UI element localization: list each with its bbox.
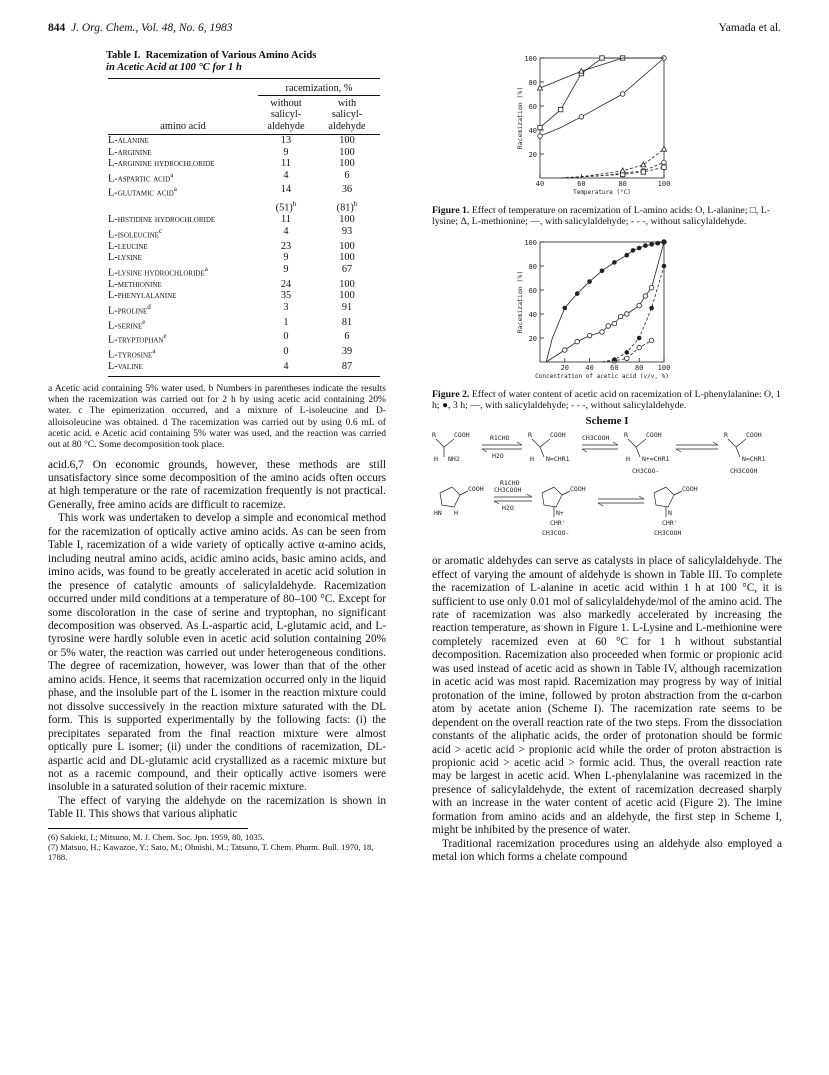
with-cell: 36 — [341, 184, 353, 196]
without-cell: 1 — [283, 316, 289, 328]
with-cell: 100 — [339, 214, 355, 226]
left-body — [48, 459, 386, 822]
data-point — [620, 168, 625, 173]
data-point — [606, 323, 611, 328]
data-point — [637, 303, 642, 308]
svg-text:HN: HN — [434, 509, 442, 518]
without-cell: 35 — [280, 290, 292, 302]
data-point — [558, 107, 562, 111]
scheme-structure-proline — [434, 485, 484, 517]
data-point — [662, 263, 667, 268]
left-column — [48, 50, 386, 862]
data-point — [600, 56, 604, 60]
data-point — [625, 252, 630, 257]
with-cell: 6 — [344, 331, 350, 343]
table-row — [108, 361, 380, 373]
with-cell: 100 — [339, 278, 355, 290]
amino-acid-cell: L-valine — [108, 361, 143, 373]
without-cell: $(51)^b$ — [275, 200, 297, 214]
table-row — [108, 158, 380, 170]
data-point — [662, 160, 667, 165]
table-row — [108, 214, 380, 226]
data-point — [600, 268, 605, 273]
reference: (6) Sakieki, I.; Mitsuno, M. J. Chem. Soc. Jpn. 1959, 80, 1035. — [48, 831, 265, 842]
with-cell: $(81)^b$ — [336, 200, 358, 214]
data-point — [625, 356, 630, 361]
amino-acid-cell: L-lysine — [108, 252, 142, 264]
series-line — [546, 242, 664, 362]
amino-acid-cell: L-serine$^e$ — [108, 317, 146, 331]
x-tick-label: 60 — [610, 363, 619, 372]
svg-text:COOH: COOH — [646, 431, 662, 440]
scheme-1-diagram — [432, 427, 782, 547]
svg-text:R: R — [432, 431, 436, 440]
with-cell: 100 — [339, 290, 355, 302]
table-row — [108, 279, 380, 291]
y-tick-label: 20 — [528, 334, 537, 343]
scheme-structure-proline-enamine — [654, 485, 698, 537]
data-point — [625, 350, 630, 355]
footnote-marker: e — [142, 317, 146, 326]
svg-text:NH2: NH2 — [448, 455, 460, 464]
plot-frame — [540, 58, 664, 178]
svg-text:H: H — [434, 455, 438, 464]
svg-text:N+: N+ — [556, 509, 564, 518]
figure-2 — [432, 234, 782, 412]
svg-text:N: N — [668, 509, 672, 518]
table1-footnote: a Acetic acid containing 5% water used. b Numbers in parentheses indicate the results when the racemization was carried out for 2 h by using acetic acid containing 20% water. c The epimerization occurred, and a mixture of L-isoleucine and D-alloisoleucine was obtained. d The racemization was carried out by using 0.6 mL of acetic acid. e Acetic acid containing 5% water was used, and the reaction was carried out at 80 °C. Some decomposition took place. — [48, 382, 386, 451]
svg-text:N=CHR1: N=CHR1 — [742, 455, 766, 464]
amino-acid-cell: L-leucine — [108, 240, 148, 252]
svg-text:H2O: H2O — [502, 504, 514, 513]
without-cell: 9 — [283, 263, 289, 275]
y-tick-label: 100 — [524, 238, 537, 247]
table-row — [108, 226, 380, 241]
paragraph: acid.6,7 On economic grounds, however, these methods are still unsatisfactory since some decomposition of the amino acids often occurs at high temperature or the rate of racemization frequently is not practical. Generally, free amino acids are difficult to racemize. — [48, 458, 386, 511]
table-row — [108, 317, 380, 332]
table-row — [108, 199, 380, 214]
data-point — [587, 333, 592, 338]
svg-text:N=CHR1: N=CHR1 — [546, 455, 570, 464]
scheme-structure-enamine — [724, 431, 766, 475]
svg-text:CHR': CHR' — [550, 519, 566, 528]
table-row — [108, 346, 380, 361]
series-line — [540, 58, 664, 136]
scheme-arrow-4 — [494, 479, 532, 512]
scheme-arrow-2 — [582, 434, 618, 452]
col-without-1: without — [270, 97, 302, 109]
plot-frame — [540, 242, 664, 362]
footnote-marker: a — [204, 264, 208, 273]
y-tick-label: 40 — [528, 310, 537, 319]
with-cell: 67 — [341, 263, 353, 275]
data-point — [637, 245, 642, 250]
without-cell: 4 — [283, 169, 289, 181]
amino-acid-cell: L-lysine hydrochloride$^a$ — [108, 264, 208, 279]
with-cell: 87 — [341, 361, 353, 373]
data-point — [587, 279, 592, 284]
data-point — [662, 239, 667, 244]
svg-text:COOH: COOH — [468, 485, 484, 494]
scheme-structure-iminium — [624, 431, 669, 475]
with-cell: 93 — [341, 225, 353, 237]
amino-acid-cell: L-arginine hydrochloride — [108, 158, 215, 169]
data-point — [649, 242, 654, 247]
svg-text:COOH: COOH — [550, 431, 566, 440]
amino-acid-cell: L-histidine hydrochloride — [108, 214, 216, 226]
data-point — [618, 314, 623, 319]
table1-caption: Table I. Racemization of Various Amino Acids in Acetic Acid at 100 °C for 1 h — [106, 50, 317, 73]
page-number: 844 — [48, 22, 66, 34]
with-cell: 100 — [339, 158, 355, 169]
data-point — [649, 285, 654, 290]
y-tick-label: 60 — [528, 103, 537, 111]
data-point — [641, 170, 645, 174]
data-point — [575, 339, 580, 344]
without-cell: 13 — [280, 135, 292, 146]
x-tick-label: 80 — [618, 180, 627, 188]
data-point — [612, 260, 617, 265]
x-tick-label: 40 — [585, 363, 594, 372]
without-cell: 23 — [280, 240, 292, 252]
without-cell: 9 — [283, 252, 289, 264]
table-row — [108, 290, 380, 302]
footnote-marker: c — [158, 226, 163, 235]
data-point — [620, 92, 625, 97]
svg-text:R1CHO: R1CHO — [500, 479, 520, 488]
paragraph: or aromatic aldehydes can serve as catalysts in place of salicylaldehyde. The effect of varying the amount of aldehyde is shown in Table III. To complete the racemization of L-alanine in acetic acid within 1 h at 100 °C, it is sufficient to use only 0.01 mol of salicylaldehyde/mol of the amino acid. The rate of racemization was also markedly accelerated by increasing the reaction temperature, as shown in Figure 1. L-Lysine and L-methionine were completely racemized even at 60 °C for 1 h without substantial decomposition. Racemization also proceeded when formic or propionic acid was used instead of acetic acid as shown in Table IV, although racemization in acetic acid was most rapid. Racemization may progress by way of initial protonation of the imine, followed by proton abstraction from the α-carbon atom by acetate anion (Scheme I). The racemization rate seems to be dependent on the overall reaction rate of the two steps. From the dissociation constants of the aliphatic acids, the order of protonation should be formic acid > acetic acid > propionic acid while the order of proton abstraction is propionic acid > acetic acid > formic acid. Thus, the overall reaction rate may be largest in acetic acid. When L-phenylalanine was racemized in the presence of salicylaldehyde, the extent of racemization decreased sharply with an increase in the water content of acetic acid (Figure 2). The imine formation from amino acids and an aldehyde, the first step in Scheme I, might be inhibited by the presence of water. — [432, 555, 782, 837]
series-line — [540, 58, 664, 128]
data-point — [612, 321, 617, 326]
svg-text:CH3COOH: CH3COOH — [494, 486, 522, 495]
data-point — [649, 305, 654, 310]
scheme-structure-imine — [528, 431, 570, 463]
data-point — [631, 248, 636, 253]
x-tick-label: 100 — [657, 363, 671, 372]
data-point — [538, 125, 542, 129]
without-cell: 9 — [283, 146, 289, 158]
footnote-marker: a — [173, 185, 177, 194]
amino-acid-cell: L-proline$^d$ — [108, 302, 151, 317]
data-point — [563, 305, 568, 310]
group-header: racemization, % — [258, 83, 380, 95]
y-tick-label: 80 — [528, 79, 537, 87]
col-without-3: aldehyde — [267, 120, 305, 132]
y-tick-label: 60 — [528, 286, 537, 295]
svg-text:COOH: COOH — [682, 485, 698, 494]
paragraph: The effect of varying the aldehyde on the racemization is shown in Table II. This shows that various aliphatic — [48, 794, 386, 821]
x-tick-label: 40 — [535, 180, 545, 188]
svg-text:CH3COO-: CH3COO- — [632, 467, 660, 476]
table1 — [108, 78, 380, 377]
amino-acid-cell: L-methionine — [108, 278, 162, 290]
y-tick-label: 100 — [524, 55, 537, 63]
col-amino: amino acid — [160, 120, 206, 132]
svg-text:H: H — [530, 455, 534, 464]
footnote-marker: e — [163, 332, 167, 341]
table-row — [108, 241, 380, 253]
data-point — [641, 162, 646, 167]
without-cell: 11 — [281, 214, 291, 226]
without-cell: 14 — [280, 184, 292, 196]
figure-1-caption: Figure 1. Effect of temperature on racemization of L-amino acids: O, L-alanine; □, L-lysine; Δ, L-methionine; —, with salicylaldehyde; - - -, without salicylaldehyde. — [432, 205, 770, 228]
y-axis-label: Racemization (%) — [516, 86, 524, 150]
with-cell: 100 — [339, 135, 355, 146]
x-tick-label: 20 — [560, 363, 570, 372]
figure-1 — [432, 50, 782, 228]
y-tick-label: 20 — [528, 151, 537, 159]
journal-citation: J. Org. Chem., Vol. 48, No. 6, 1983 — [71, 22, 233, 34]
series-line — [561, 149, 664, 178]
paragraph: This work was undertaken to develop a simple and economical method for the racemization of optically active amino acids. As can be seen from Table I, racemization of a wide variety of optically active α-amino acids, including neutral amino acids, acidic amino acids, basic amino acids, and imino acids, was found to be greatly accelerated in acetic acid solution in the presence of catalytic amounts of salicylaldehyde. Racemization occurred under mild conditions at a temperature of 80–100 °C. Except for some discoloration in the case of serine and tryptophan, no significant decomposition was observed. As L-aspartic acid, L-glutamic acid, and L-tyrosine were hardly soluble even in acetic acid solution containing 20% or 5% water, the reaction was carried out under heterogeneous conditions. The degree of racemization, however, was lower than that of the other amino acids. Hence, it seems that racemization occurred only in the liquid phase, and the insoluble part of the L isomer in the reaction mixture could not dissolve successively in the reaction mixture saturated with the DL form. This is supported experimentally by the following facts: (i) the precipitates separated from the final reaction mixture were almost optically pure L isomer; (ii) under the conditions of racemization, DL-aspartic acid and DL-glutamic acid crystallized as a racemic mixture but not as a racemic compound, and their optically active isomers were insoluble in a saturated solution of their racemic mixture. — [48, 512, 386, 794]
reference: (7) Matsuo, H.; Kawazoe, Y.; Sato, M.; Ohnishi, M.; Tatsuno, T. Chem. Pharm. Bull. 1970, 18, 1788. — [48, 841, 374, 862]
right-column — [432, 50, 782, 865]
svg-text:H2O: H2O — [492, 452, 504, 461]
scheme-structure-proline-iminium — [542, 485, 586, 537]
data-point — [579, 115, 584, 120]
series-line — [546, 242, 664, 362]
footnote-marker: a — [170, 170, 174, 179]
table-row — [108, 331, 380, 346]
footnote-marker: b — [353, 200, 358, 209]
data-point — [661, 146, 666, 151]
y-axis-label: Racemization (%) — [516, 270, 524, 333]
svg-text:R: R — [528, 431, 532, 440]
col-without-2: salicyl- — [270, 109, 302, 120]
scheme-arrow-1 — [482, 434, 522, 460]
data-point — [538, 134, 543, 139]
with-cell: 100 — [339, 252, 355, 264]
figure-1-chart — [432, 50, 782, 200]
table-row — [108, 135, 380, 147]
data-point — [643, 293, 648, 298]
running-header — [48, 22, 781, 40]
x-tick-label: 60 — [577, 180, 586, 188]
table-row — [108, 170, 380, 185]
table-row — [108, 264, 380, 279]
without-cell: 24 — [280, 278, 292, 290]
amino-acid-cell: L-tryptophan$^e$ — [108, 332, 167, 346]
with-cell: 91 — [341, 301, 353, 313]
table-row — [108, 184, 380, 199]
footnote-marker: a — [152, 347, 156, 356]
table-row — [108, 252, 380, 264]
svg-text:H: H — [454, 509, 458, 518]
with-cell: 39 — [341, 346, 353, 358]
scheme-title: Scheme I — [585, 415, 629, 428]
series-line — [540, 58, 664, 88]
svg-text:R: R — [624, 431, 628, 440]
with-cell: 100 — [339, 146, 355, 158]
references — [48, 828, 374, 862]
figure-2-chart — [432, 234, 782, 384]
without-cell: 0 — [283, 331, 289, 343]
scheme-arrow-3 — [676, 442, 718, 452]
without-cell: 11 — [281, 158, 291, 169]
data-point — [600, 329, 605, 334]
without-cell: 3 — [283, 301, 289, 313]
y-tick-label: 80 — [528, 262, 537, 271]
data-point — [563, 347, 568, 352]
x-tick-label: 80 — [634, 363, 644, 372]
col-with-3: aldehyde — [328, 120, 366, 132]
table1-body — [108, 135, 380, 373]
amino-acid-cell: L-alanine — [108, 135, 149, 146]
series-line — [561, 162, 664, 178]
table-row — [108, 147, 380, 159]
svg-text:CHR': CHR' — [662, 519, 678, 528]
svg-text:COOH: COOH — [570, 485, 586, 494]
svg-text:H: H — [626, 455, 630, 464]
x-tick-label: 100 — [657, 180, 671, 188]
col-with-2: salicyl- — [331, 109, 363, 120]
data-point — [637, 345, 642, 350]
scheme-arrow-5 — [598, 496, 644, 506]
data-point — [612, 357, 617, 362]
right-body — [432, 555, 782, 864]
data-point — [637, 335, 642, 340]
data-point — [649, 338, 654, 343]
svg-text:CH3COOH: CH3COOH — [730, 467, 758, 476]
data-point — [575, 291, 580, 296]
x-axis-label: Concentration of acetic acid (v/v, %) — [535, 372, 669, 380]
amino-acid-cell: L-aspartic acid$^a$ — [108, 170, 174, 184]
with-cell: 81 — [341, 316, 353, 328]
data-point — [643, 243, 648, 248]
footnote-marker: d — [147, 302, 151, 311]
svg-text:COOH: COOH — [746, 431, 762, 440]
x-axis-label: Temperature (°C) — [573, 189, 631, 196]
amino-acid-cell: L-tyrosine$^a$ — [108, 347, 156, 361]
scheme-structure-amino-acid — [432, 431, 470, 463]
svg-text:R: R — [724, 431, 728, 440]
figure-2-caption: Figure 2. Effect of water content of acetic acid on racemization of L-phenylalanine: O, 1 h; ●, 3 h; —, with salicylaldehyde; - - -, without salicylaldehyde. — [432, 388, 781, 411]
data-point — [656, 240, 661, 245]
amino-acid-cell: L-phenylalanine — [108, 290, 177, 302]
without-cell: 4 — [283, 225, 289, 237]
footnote-marker: b — [292, 200, 297, 209]
table-row — [108, 302, 380, 317]
with-cell: 6 — [344, 169, 350, 181]
col-with-1: with — [337, 97, 357, 109]
svg-text:N+=CHR1: N+=CHR1 — [642, 455, 670, 464]
without-cell: 0 — [283, 346, 289, 358]
data-point — [662, 165, 666, 169]
authors: Yamada et al. — [718, 22, 781, 34]
data-point — [625, 311, 630, 316]
amino-acid-cell — [108, 199, 258, 214]
svg-text:CH3COOH: CH3COOH — [654, 529, 682, 538]
amino-acid-cell: L-arginine — [108, 146, 152, 158]
svg-text:COOH: COOH — [454, 431, 470, 440]
svg-text:CH3COOH: CH3COOH — [582, 434, 610, 443]
with-cell: 100 — [339, 240, 355, 252]
amino-acid-cell: L-isoleucine$^c$ — [108, 226, 163, 241]
svg-text:CH3COO-: CH3COO- — [542, 529, 570, 538]
svg-text:R1CHO: R1CHO — [490, 434, 510, 443]
amino-acid-cell: L-glutamic acid$^a$ — [108, 185, 177, 199]
paragraph: Traditional racemization procedures using an aldehyde also employed a metal ion which forms a chelate compound — [432, 837, 782, 864]
series-line — [602, 266, 664, 362]
y-tick-label: 40 — [528, 127, 537, 135]
without-cell: 4 — [283, 361, 289, 373]
